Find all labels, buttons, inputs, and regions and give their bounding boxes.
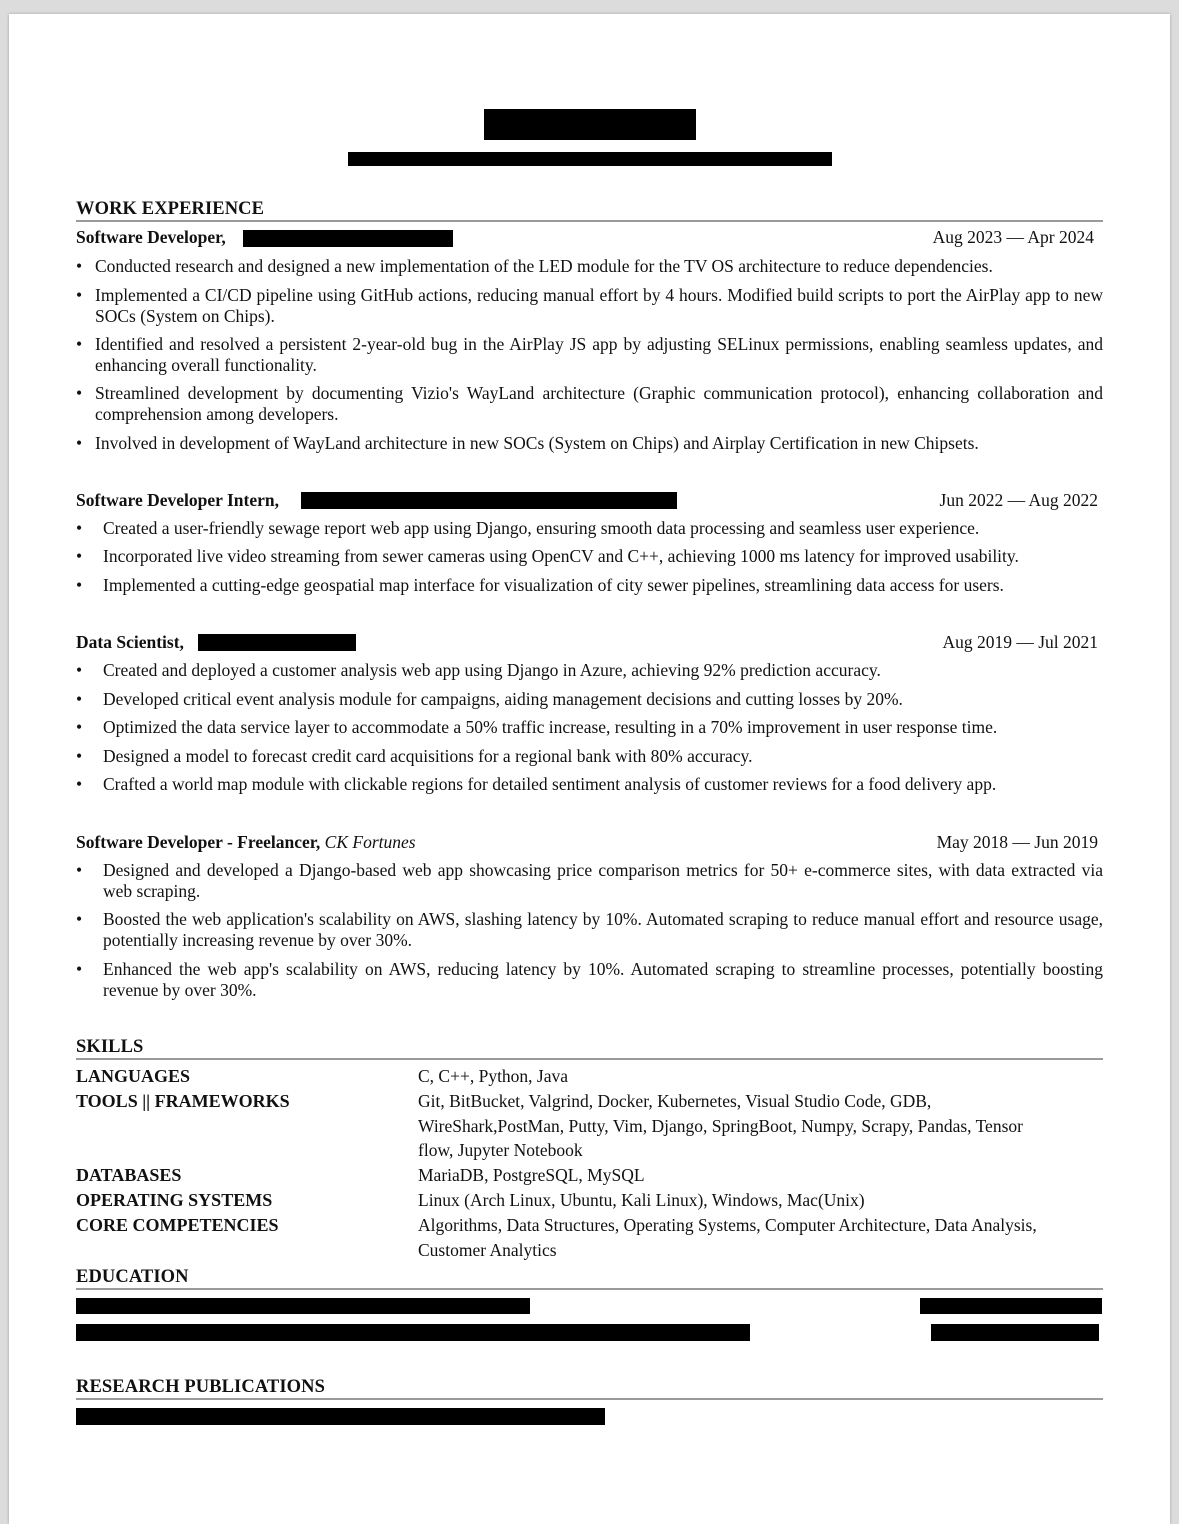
- bullet-icon: •: [76, 774, 83, 794]
- job-dates: Jun 2022 — Aug 2022: [939, 490, 1098, 510]
- name-redacted: [484, 109, 696, 140]
- publication-redacted: [76, 1408, 605, 1425]
- education-school-redacted: [76, 1298, 530, 1314]
- job-dates: Aug 2019 — Jul 2021: [942, 632, 1098, 652]
- job-title: [76, 490, 279, 510]
- skill-label: DATABASES: [76, 1165, 182, 1185]
- resume-page: [9, 14, 1170, 1524]
- section-heading-work-experience: WORK EXPERIENCE: [76, 199, 1103, 222]
- job-bullet: • Crafted a world map module with clickable regions for detailed sentiment analysis of customer reviews for a food delivery app.: [76, 774, 997, 794]
- skill-label: OPERATING SYSTEMS: [76, 1190, 273, 1210]
- skill-value: C, C++, Python, Java: [418, 1066, 569, 1086]
- skill-value: Algorithms, Data Structures, Operating Systems, Computer Architecture, Data Analysis, Customer Analytics: [418, 1215, 1037, 1260]
- job-bullet: • Identified and resolved a persistent 2-year-old bug in the AirPlay JS app by adjusting SELinux permissions, enabling seamless updates, and enhancing overall functionality.: [76, 334, 1103, 375]
- bullet-icon: •: [76, 959, 83, 979]
- job-bullet: • Developed critical event analysis module for campaigns, aiding management decisions and cutting losses by 20%.: [76, 689, 903, 709]
- job-bullet: • Designed a model to forecast credit card acquisitions for a regional bank with 80% accuracy.: [76, 746, 753, 766]
- job-bullet: • Designed and developed a Django-based web app showcasing price comparison metrics for 50+ e-commerce sites, with data extracted via web scraping.: [76, 860, 1103, 901]
- job-role: Software Developer,: [76, 227, 226, 247]
- job-bullet: • Created and deployed a customer analysis web app using Django in Azure, achieving 92% prediction accuracy.: [76, 660, 881, 680]
- education-degree-redacted: [76, 1324, 750, 1341]
- bullet-icon: •: [76, 909, 83, 929]
- job-title: [76, 227, 226, 247]
- skill-value: MariaDB, PostgreSQL, MySQL: [418, 1165, 645, 1185]
- job-bullet: • Implemented a CI/CD pipeline using GitHub actions, reducing manual effort by 4 hours. Modified build scripts to port the AirPlay app to new SOCs (System on Chips).: [76, 285, 1103, 326]
- section-heading-education: EDUCATION: [76, 1267, 1103, 1290]
- bullet-icon: •: [76, 285, 83, 305]
- bullet-icon: •: [76, 746, 83, 766]
- employer-redacted: [243, 230, 453, 247]
- job-title: [76, 832, 416, 852]
- section-heading-research-publications: RESEARCH PUBLICATIONS: [76, 1377, 1103, 1400]
- job-bullet: • Streamlined development by documenting Vizio's WayLand architecture (Graphic communication protocol), enhancing collaboration and comprehension among developers.: [76, 383, 1103, 424]
- bullet-icon: •: [76, 660, 83, 680]
- employer-redacted: [198, 634, 356, 651]
- job-bullet: • Enhanced the web app's scalability on AWS, reducing latency by 10%. Automated scraping to streamline processes, potentially boosting revenue by over 30%.: [76, 959, 1103, 1000]
- bullet-icon: •: [76, 256, 83, 276]
- job-dates: May 2018 — Jun 2019: [936, 832, 1098, 852]
- job-bullet: • Implemented a cutting-edge geospatial map interface for visualization of city sewer pipelines, streamlining data access for users.: [76, 575, 1004, 595]
- section-heading-skills: SKILLS: [76, 1037, 1103, 1060]
- education-location-redacted: [931, 1324, 1099, 1341]
- job-employer: CK Fortunes: [324, 832, 416, 852]
- bullet-icon: •: [76, 334, 83, 354]
- skill-label: TOOLS || FRAMEWORKS: [76, 1091, 290, 1111]
- education-date-redacted: [920, 1298, 1102, 1314]
- skill-value: Git, BitBucket, Valgrind, Docker, Kubernetes, Visual Studio Code, GDB, WireShark,PostMan, Putty, Vim, Django, SpringBoot, Numpy, Scrapy, Pandas, Tensor flow, Jupyter Notebook: [418, 1091, 1023, 1160]
- bullet-icon: •: [76, 546, 83, 566]
- job-role: Software Developer - Freelancer,: [76, 832, 321, 852]
- job-bullet: • Conducted research and designed a new implementation of the LED module for the TV OS architecture to reduce dependencies.: [76, 256, 993, 276]
- job-bullet: • Created a user-friendly sewage report web app using Django, ensuring smooth data processing and seamless user experience.: [76, 518, 980, 538]
- bullet-icon: •: [76, 860, 83, 880]
- job-role: Data Scientist,: [76, 632, 184, 652]
- job-bullet: • Incorporated live video streaming from sewer cameras using OpenCV and C++, achieving 1000 ms latency for improved usability.: [76, 546, 1019, 566]
- bullet-icon: •: [76, 383, 83, 403]
- job-bullet: • Involved in development of WayLand architecture in new SOCs (System on Chips) and Airplay Certification in new Chipsets.: [76, 433, 979, 453]
- job-dates: Aug 2023 — Apr 2024: [932, 227, 1094, 247]
- skill-label: LANGUAGES: [76, 1066, 191, 1086]
- bullet-icon: •: [76, 433, 83, 453]
- skill-label: CORE COMPETENCIES: [76, 1215, 279, 1235]
- skill-value: Linux (Arch Linux, Ubuntu, Kali Linux), Windows, Mac(Unix): [418, 1190, 865, 1210]
- job-bullet: • Boosted the web application's scalability on AWS, slashing latency by 10%. Automated scraping to reduce manual effort and resource usage, potentially increasing revenue by over 30%.: [76, 909, 1103, 950]
- job-title: [76, 632, 184, 652]
- bullet-icon: •: [76, 518, 83, 538]
- job-bullet: • Optimized the data service layer to accommodate a 50% traffic increase, resulting in a 70% improvement in user response time.: [76, 717, 998, 737]
- bullet-icon: •: [76, 689, 83, 709]
- employer-redacted: [301, 492, 677, 509]
- job-role: Software Developer Intern,: [76, 490, 279, 510]
- bullet-icon: •: [76, 717, 83, 737]
- contact-redacted: [348, 152, 832, 166]
- bullet-icon: •: [76, 575, 83, 595]
